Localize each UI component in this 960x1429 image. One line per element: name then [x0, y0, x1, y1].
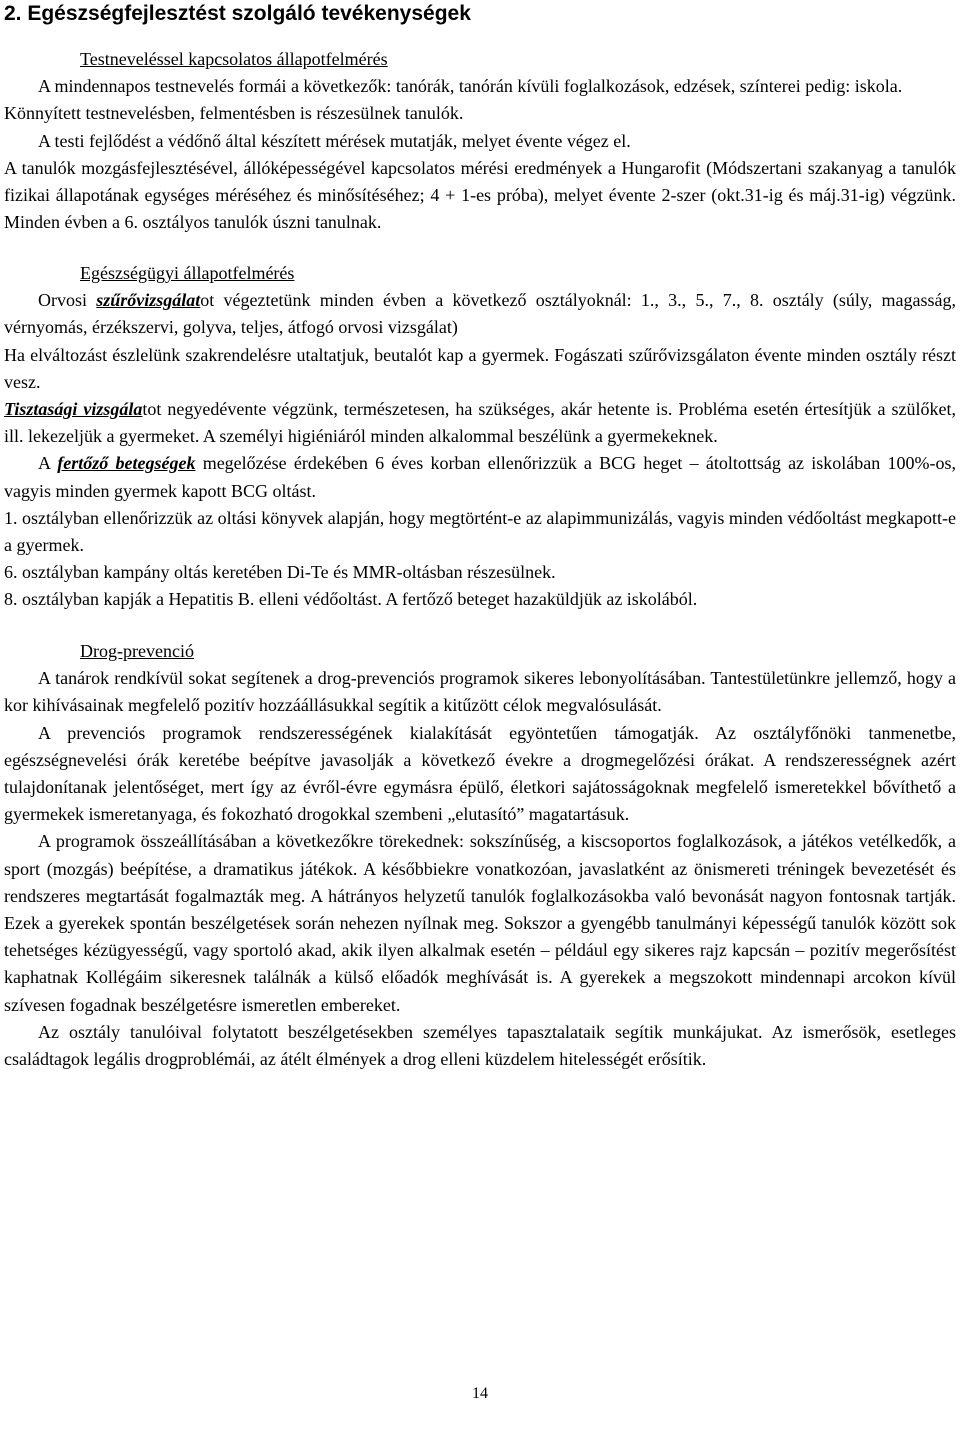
text: megelőzése érdekében 6 éves korban ellenőrizzük a BCG heget – átoltottság az iskolában 100%-os, vagyis minden gyermek kapott BCG oltást.	[4, 453, 956, 501]
section-health-assessment	[4, 260, 956, 614]
page-number: 14	[472, 1385, 488, 1402]
paragraph	[4, 396, 956, 450]
paragraph: 1. osztályban ellenőrizzük az oltási könyvek alapján, hogy megtörtént-e az alapimmunizálás, vagyis minden védőoltást megkapott-e a gyermek.	[4, 507, 956, 556]
subsection-title: Drog-prevenció	[80, 641, 194, 661]
emphasis: fertőző betegségek	[57, 453, 196, 474]
paragraph: A tanulók mozgásfejlesztésével, állóképességével kapcsolatos mérési eredmények a Hungarofit (Módszertani szakanyag a tanulók fizikai állapotának egységes méréséhez és minősítéséhez; 4 + 1-es próba), melyet évente 2-szer (okt.31-ig és máj.31-ig) végzünk. Minden évben a 6. osztályos tanulók úszni tanulnak.	[4, 157, 956, 233]
paragraph: A tanárok rendkívül sokat segítenek a drog-prevenciós programok sikeres lebonyolításában. Tantestületünkre jellemző, hogy a kor kihívásainak megfelelő pozitív hozzáállásukkal segítik a kitűzött célok megvalósulását.	[4, 668, 956, 716]
paragraph: A testi fejlődést a védőnő által készített mérések mutatják, melyet évente végez el.	[38, 130, 631, 151]
section-heading: 2. Egészségfejlesztést szolgáló tevékenységek	[4, 2, 471, 25]
paragraph: Ha elváltozást észlelünk szakrendelésre utaltatjuk, beutalót kap a gyermek. Fogászati szűrővizsgálaton évente minden osztály részt vesz.	[4, 344, 956, 392]
paragraph	[4, 287, 956, 341]
emphasis: Tisztasági vizsgála	[4, 399, 143, 420]
text: ot végeztetünk minden évben a következő osztályoknál: 1., 3., 5., 7., 8. osztály (súly, magasság, vérnyomás, érzékszervi, golyva, teljes, átfogó orvosi vizsgálat)	[4, 290, 956, 338]
section-physical-assessment	[4, 46, 956, 236]
subsection-title: Testneveléssel kapcsolatos állapotfelmérés	[80, 49, 388, 69]
paragraph: Könnyített testnevelésben, felmentésben is részesülnek tanulók.	[4, 103, 464, 124]
paragraph	[4, 450, 956, 504]
paragraph: A programok összeállításában a következőkre törekednek: sokszínűség, a kiscsoportos foglalkozások, a játékos vetélkedők, a sport (mozgás) beépítése, a dramatikus játékok. A későbbiekre vonatkozóan, javaslatként az önismereti tréningek bevezetését és rendszeres megtartását fogalmazták meg. A hátrányos helyzetű tanulók foglalkozásokba való bevonását nagyon fontosnak tartják. Ezek a gyerekek spontán beszélgetések során nehezen nyílnak meg. Sokszor a gyengébb tanulmányi képességű tanulók között sok tehetséges kézügyességű, vagy sportoló akad, akik ilyen alkalmak esetén – például egy sikeres rajz kapcsán – pozitív megerősítést kaphatnak Kollégáim sikeresnek találnák a külső előadók meghívását is. A gyerekek a megszokott mindennapi arcokon kívül szívesen fogadnak beszélgetésre ismeretlen embereket.	[4, 831, 956, 1015]
paragraph: Az osztály tanulóival folytatott beszélgetésekben személyes tapasztalataik segítik munkájukat. Az ismerősök, esetleges családtagok legális drogproblémái, az átélt élmények a drog elleni küzdelem hitelességét erősítik.	[4, 1021, 956, 1070]
text: Orvosi	[38, 290, 97, 311]
paragraph: A prevenciós programok rendszerességének kialakítását egyöntetűen támogatják. Az osztályfőnöki tanmenetbe, egészségnevelési órák keretébe beépítve javasolják a következő évekre a drogmegelőzési órákat. A rendszerességnek azért tulajdonítanak jelentőséget, mert így az évről-évre egymásra épülő, életkori sajátosságoknak megfelelő ismeretekkel bővíthető a gyermekek ismeretanyaga, és fokozható drogokkal szembeni „elutasító” magatartásuk.	[4, 722, 956, 825]
subsection-title: Egészségügyi állapotfelmérés	[80, 263, 295, 283]
emphasis: szűrővizsgálat	[96, 290, 201, 311]
section-drug-prevention	[4, 638, 956, 1073]
paragraph: 6. osztályban kampány oltás keretében Di-Te és MMR-oltásban részesülnek.	[4, 562, 556, 583]
paragraph: A mindennapos testnevelés formái a következők: tanórák, tanórán kívüli foglalkozások, edzések, színterei pedig: iskola.	[38, 76, 903, 97]
text: tot negyedévente végzünk, természetesen, ha szükséges, akár hetente is. Probléma esetén értesítjük a szülőket, ill. lekezeljük a gyermeket. A személyi higiéniáról minden alkalommal beszélünk a gyermekeknek.	[4, 399, 956, 447]
paragraph: 8. osztályban kapják a Hepatitis B. elleni védőoltást. A fertőző beteget hazaküldjük az iskolából.	[4, 589, 698, 610]
text: A	[38, 453, 58, 474]
